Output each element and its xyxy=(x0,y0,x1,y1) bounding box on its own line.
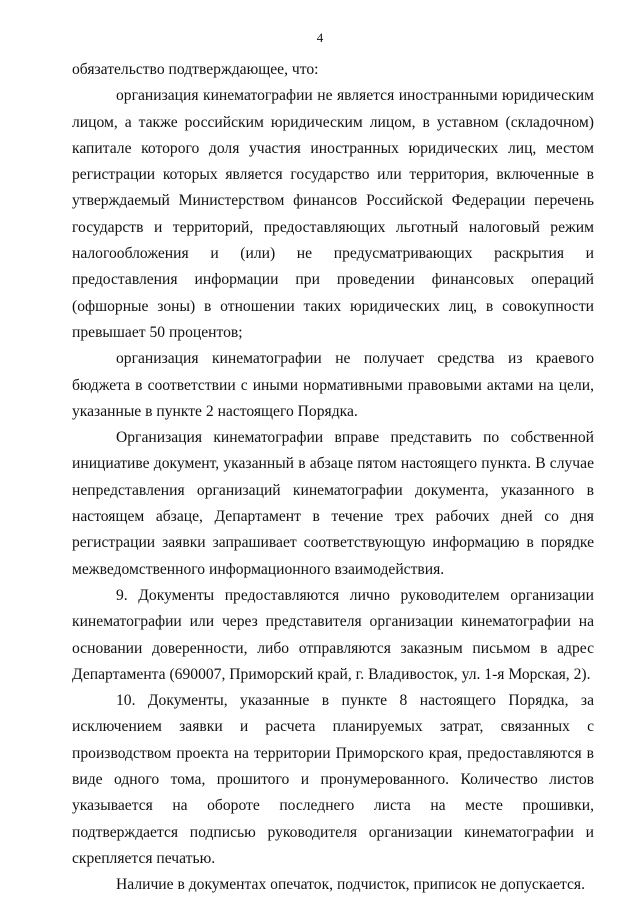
paragraph-intro: обязательство подтверждающее, что: xyxy=(72,61,319,78)
page-number: 4 xyxy=(316,30,324,45)
paragraph-no-corrections: Наличие в документах опечаток, подчисток, приписок не допускается. xyxy=(116,876,585,894)
paragraph-item-9: 9. Документы предоставляются лично руководителем организации кинематографии или через представителя организации кинематографии на основании доверенности, либо отправляются заказным письмом в адрес Департамента (690007, Приморский край, г. Владивосток, ул. 1-я Морская, 2). xyxy=(72,586,594,683)
paragraph-item-10: 10. Документы, указанные в пункте 8 настоящего Порядка, за исключением заявки и расчета планируемых затрат, связанных с производством проекта на территории Приморского края, предоставляются в виде одного тома, прошитого и пронумерованного. Количество листов указывается на обороте последнего листа на месте прошивки, подтверждается подписью руководителя организации кинематографии и скрепляется печатью. xyxy=(72,692,594,867)
paragraph-own-initiative-document: Организация кинематографии вправе представить по собственной инициативе документ, указанный в абзаце пятом настоящего пункта. В случае непредставления организаций кинематографии документа, указанного в настоящем абзаце, Департамент в течение трех рабочих дней со дня регистрации заявки запрашивает соответствующую информацию в порядке межведомственного информационного взаимодействия. xyxy=(72,429,594,578)
paragraph-regional-budget-condition: организация кинематографии не получает средства из краевого бюджета в соответствии с иными нормативными правовыми актами на цели, указанные в пункте 2 настоящего Порядка. xyxy=(72,350,594,420)
paragraph-foreign-entity-condition: организация кинематографии не является иностранными юридическим лицом, а также российским юридическим лицом, в уставном (складочном) капитале которого доля участия иностранных юридических лиц, местом регистрации которых является государство или территория, включенные в утверждаемый Министерством финансов Российской Федерации перечень государств и территорий, предоставляющих льготный налоговый режим налогообложения и (или) не предусматривающих раскрытия и предоставления информации при проведении финансовых операций (офшорные зоны) в отношении таких юридических лиц, в совокупности превышает 50 процентов; xyxy=(72,87,594,341)
document-body xyxy=(72,57,594,899)
